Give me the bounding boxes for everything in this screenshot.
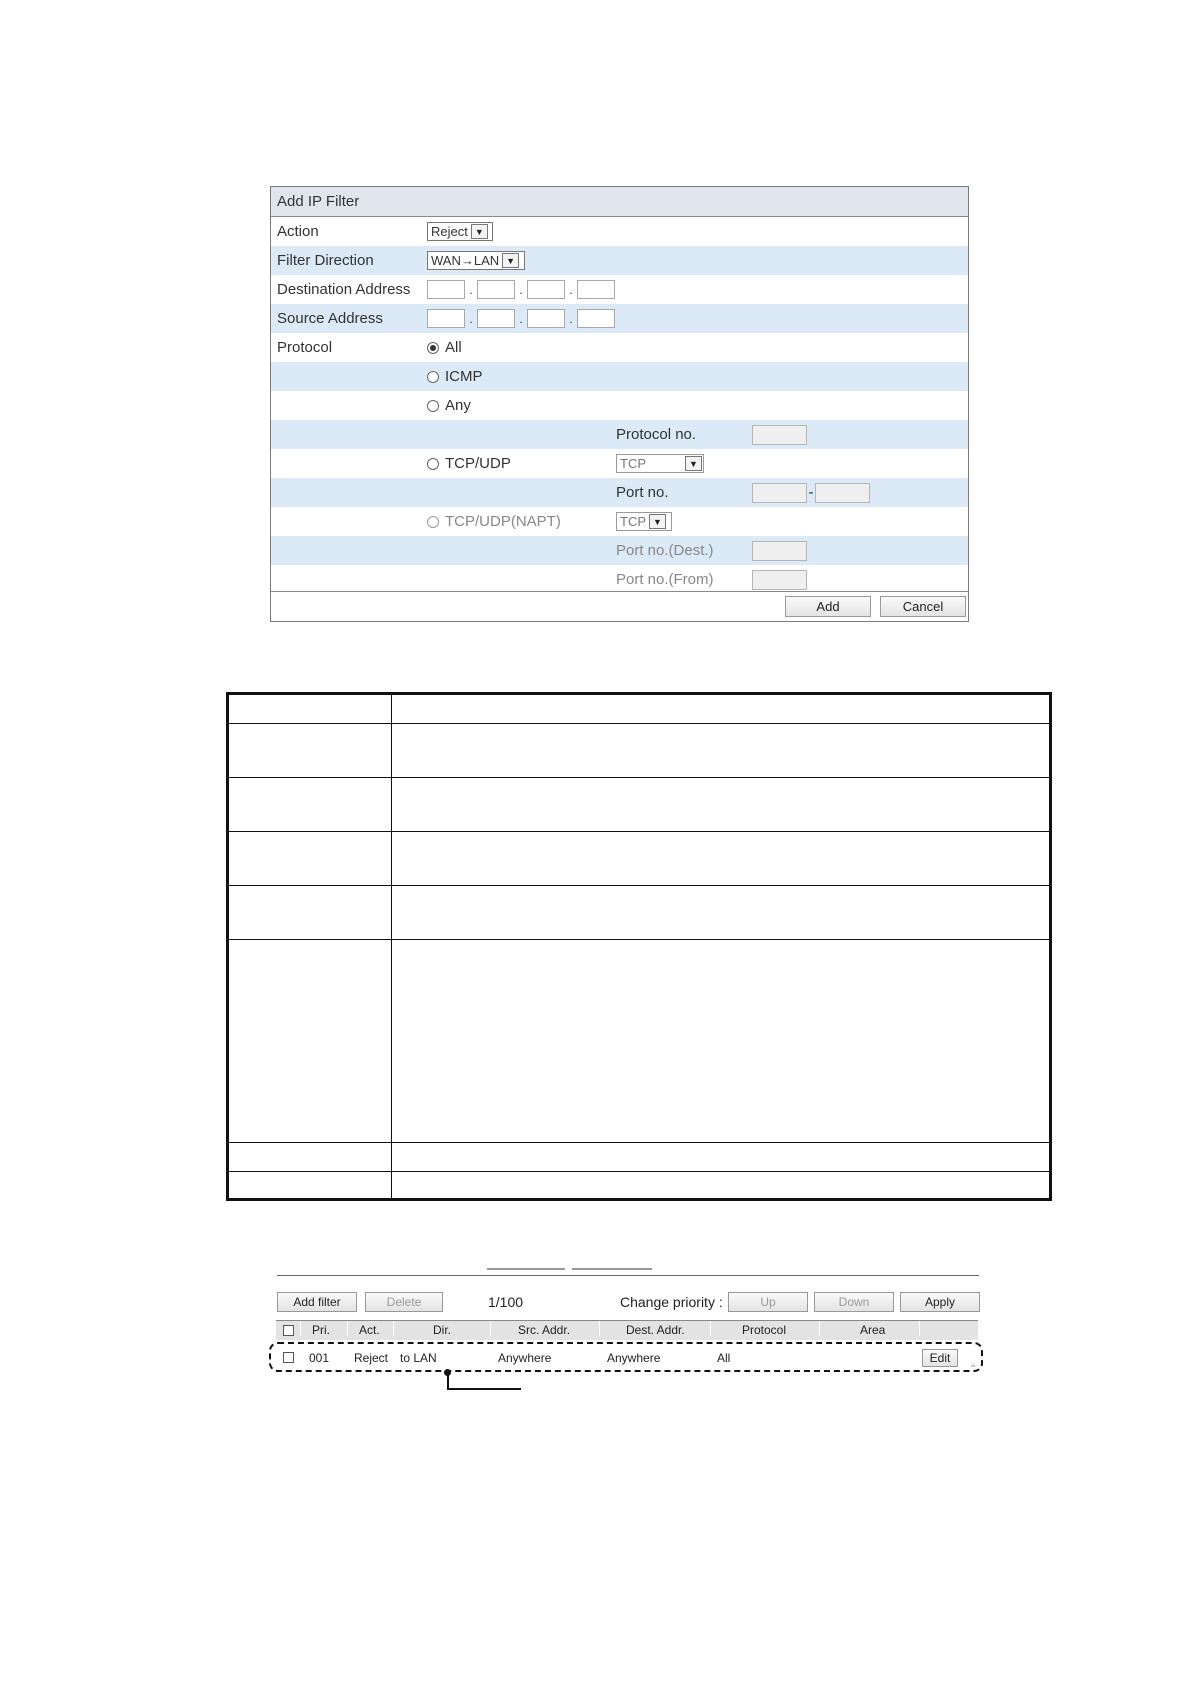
table-row-divider — [229, 1142, 1049, 1143]
port-number-label: Port no. — [616, 484, 669, 501]
direction-row — [271, 246, 968, 275]
list-header — [276, 1320, 978, 1340]
column-separator — [393, 1321, 394, 1336]
source-octet-2[interactable] — [477, 309, 515, 328]
ip-dot: . — [569, 282, 573, 297]
column-separator — [347, 1321, 348, 1336]
change-priority-label: Change priority : — [620, 1294, 723, 1310]
ip-dot: . — [469, 311, 473, 326]
ip-filter-list — [272, 1260, 982, 1390]
napt-select[interactable] — [616, 512, 672, 531]
radio-icon[interactable] — [427, 458, 439, 470]
column-header-pri[interactable]: Pri. — [312, 1323, 330, 1337]
protocol-row-all — [271, 333, 968, 362]
action-select[interactable] — [427, 222, 493, 241]
move-down-button[interactable]: Down — [814, 1292, 894, 1312]
radio-icon[interactable] — [427, 371, 439, 383]
cancel-button[interactable]: Cancel — [880, 596, 966, 617]
column-separator — [710, 1321, 711, 1336]
description-table — [226, 692, 1052, 1201]
destination-octet-3[interactable] — [527, 280, 565, 299]
protocol-any-label: Any — [445, 397, 471, 414]
action-label: Action — [277, 223, 319, 240]
port-from-label: Port no.(From) — [616, 571, 714, 588]
chevron-down-icon: ▼ — [471, 224, 488, 239]
protocol-napt-option[interactable] — [427, 507, 561, 536]
port-dest-input[interactable] — [752, 541, 807, 561]
protocol-number-label: Protocol no. — [616, 426, 697, 443]
column-header-act[interactable]: Act. — [359, 1323, 380, 1337]
protocol-napt-label: TCP/UDP(NAPT) — [445, 513, 561, 530]
protocol-number-input[interactable] — [752, 425, 807, 445]
table-row-divider — [229, 885, 1049, 886]
ip-dot: . — [519, 282, 523, 297]
column-header-protocol[interactable]: Protocol — [742, 1323, 787, 1337]
tab-indicator — [572, 1268, 652, 1270]
direction-select-value: WAN→LAN — [431, 253, 500, 268]
source-octet-1[interactable] — [427, 309, 465, 328]
dialog-footer — [271, 591, 968, 621]
row-checkbox[interactable] — [283, 1352, 294, 1363]
protocol-number-row — [271, 420, 968, 449]
table-row-divider — [229, 777, 1049, 778]
action-select-value: Reject — [431, 224, 468, 239]
add-button[interactable]: Add — [785, 596, 871, 617]
row-dir: to LAN — [400, 1351, 437, 1365]
column-separator — [919, 1321, 920, 1336]
protocol-tcpudp-option[interactable] — [427, 449, 511, 478]
tcp-udp-select-value: TCP — [620, 456, 646, 471]
column-header-dest[interactable]: Dest. Addr. — [626, 1323, 685, 1337]
destination-octet-2[interactable] — [477, 280, 515, 299]
tab-indicator — [487, 1268, 565, 1270]
column-header-dir[interactable]: Dir. — [433, 1323, 451, 1337]
column-header-area[interactable]: Area — [860, 1323, 886, 1337]
port-end-input[interactable] — [815, 483, 870, 503]
protocol-any-option[interactable] — [427, 391, 471, 420]
destination-octet-4[interactable] — [577, 280, 615, 299]
row-pri: 001 — [309, 1351, 330, 1365]
column-separator — [819, 1321, 820, 1336]
port-range-separator: - — [808, 484, 814, 501]
move-up-button[interactable]: Up — [728, 1292, 808, 1312]
protocol-row-tcpudp — [271, 449, 968, 478]
protocol-label: Protocol — [277, 339, 333, 356]
protocol-all-label: All — [445, 339, 462, 356]
column-separator — [599, 1321, 600, 1336]
port-dest-label: Port no.(Dest.) — [616, 542, 714, 559]
table-row-divider — [229, 723, 1049, 724]
edit-button[interactable]: Edit — [922, 1349, 958, 1367]
callout-line — [447, 1388, 521, 1390]
delete-button[interactable]: Delete — [365, 1292, 443, 1312]
column-separator — [490, 1321, 491, 1336]
table-row[interactable] — [276, 1346, 978, 1370]
table-column-divider — [391, 695, 392, 1198]
ip-dot: . — [519, 311, 523, 326]
protocol-icmp-label: ICMP — [445, 368, 483, 385]
destination-label: Destination Address — [277, 281, 411, 298]
list-top-rule — [277, 1275, 979, 1276]
add-ip-filter-dialog — [270, 186, 969, 622]
protocol-icmp-option[interactable] — [427, 362, 483, 391]
port-from-row — [271, 565, 968, 594]
row-dest: Anywhere — [607, 1351, 661, 1365]
protocol-row-icmp — [271, 362, 968, 391]
row-src: Anywhere — [498, 1351, 552, 1365]
add-filter-button[interactable]: Add filter — [277, 1292, 357, 1312]
chevron-down-icon: ▼ — [502, 253, 519, 268]
table-row-divider — [229, 831, 1049, 832]
source-octet-4[interactable] — [577, 309, 615, 328]
tcp-udp-select[interactable] — [616, 454, 704, 473]
action-row — [271, 217, 968, 246]
column-separator — [300, 1321, 301, 1336]
column-header-src[interactable]: Src. Addr. — [518, 1323, 571, 1337]
radio-icon[interactable] — [427, 516, 439, 528]
direction-label: Filter Direction — [277, 252, 374, 269]
apply-button[interactable]: Apply — [900, 1292, 980, 1312]
select-all-checkbox[interactable] — [283, 1325, 294, 1336]
protocol-row-any — [271, 391, 968, 420]
ip-dot: . — [569, 311, 573, 326]
protocol-row-napt — [271, 507, 968, 536]
chevron-down-icon: ▼ — [649, 514, 666, 529]
protocol-all-option[interactable] — [427, 333, 462, 362]
napt-select-value: TCP — [620, 514, 646, 529]
source-octet-3[interactable] — [527, 309, 565, 328]
destination-row — [271, 275, 968, 304]
port-dest-row — [271, 536, 968, 565]
destination-octet-1[interactable] — [427, 280, 465, 299]
row-protocol: All — [717, 1351, 731, 1365]
radio-checked-icon[interactable] — [427, 342, 439, 354]
scroll-up-icon[interactable]: ⌃ — [969, 1364, 978, 1375]
table-row-divider — [229, 939, 1049, 940]
radio-icon[interactable] — [427, 400, 439, 412]
port-start-input[interactable] — [752, 483, 807, 503]
source-label: Source Address — [277, 310, 383, 327]
dialog-title: Add IP Filter — [271, 187, 968, 217]
port-number-row — [271, 478, 968, 507]
filter-count: 1/100 — [488, 1294, 524, 1310]
table-row-divider — [229, 1171, 1049, 1172]
row-act: Reject — [354, 1351, 389, 1365]
direction-select[interactable] — [427, 251, 525, 270]
port-from-input[interactable] — [752, 570, 807, 590]
source-row — [271, 304, 968, 333]
protocol-tcpudp-label: TCP/UDP — [445, 455, 511, 472]
ip-dot: . — [469, 282, 473, 297]
chevron-down-icon: ▼ — [685, 456, 702, 471]
